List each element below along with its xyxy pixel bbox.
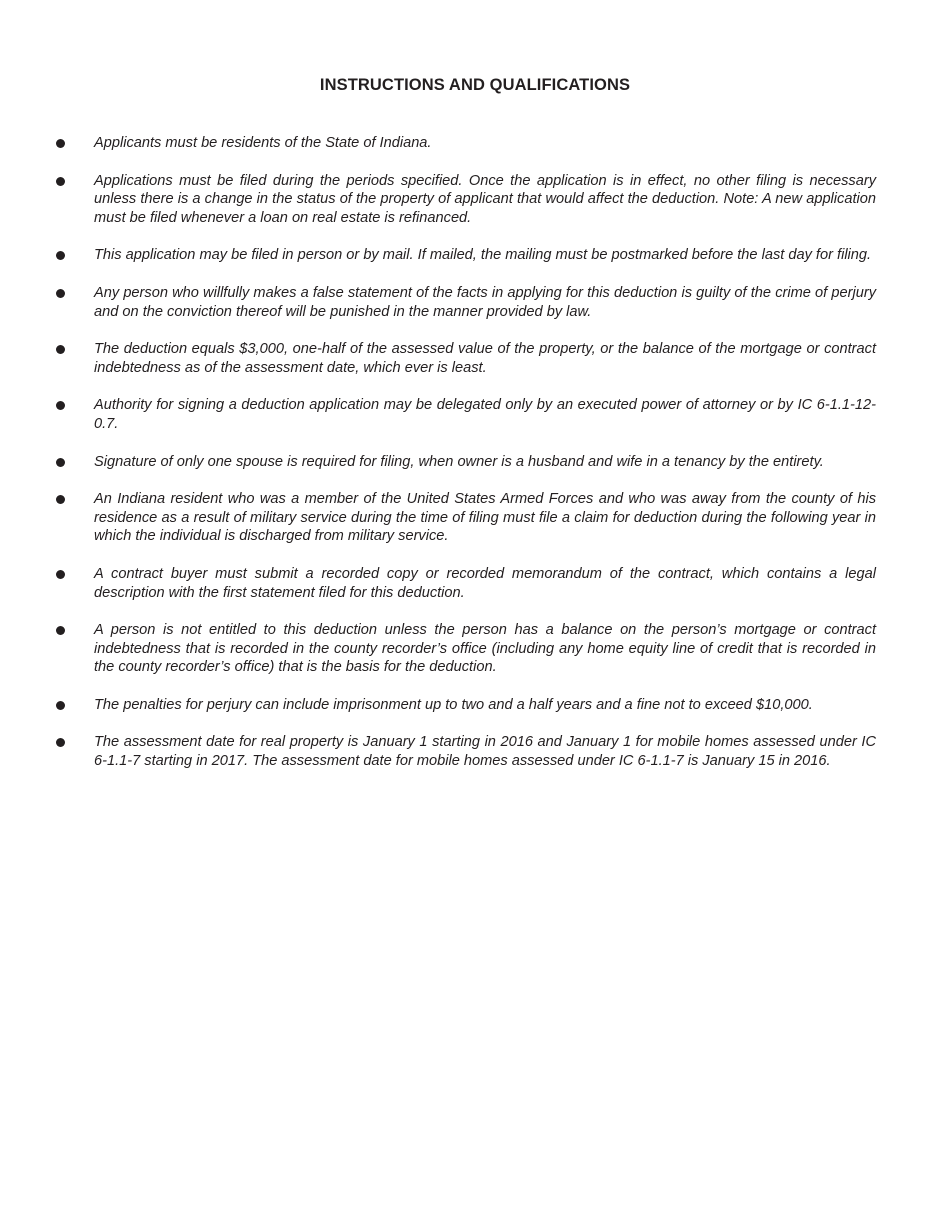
bullet-icon	[56, 458, 65, 467]
list-item	[0, 696, 950, 715]
list-item	[0, 733, 950, 770]
bullet-icon	[56, 701, 65, 710]
list-item-text: Any person who willfully makes a false statement of the facts in applying for this deduction is guilty of the crime of perjury and on the conviction thereof will be punished in the manner provided by law.	[94, 284, 876, 320]
list-item	[0, 246, 950, 265]
list-item-text: Authority for signing a deduction application may be delegated only by an executed power of attorney or by IC 6-1.1-12-0.7.	[94, 397, 876, 432]
bullet-icon	[56, 738, 65, 747]
list-item-text: Applications must be filed during the periods specified. Once the application is in effect, no other filing is necessary unless there is a change in the status of the property of applicant that would affect the deduction. Note: A new application must be filed whenever a loan on real estate is refinanced.	[94, 172, 876, 226]
bullet-icon	[56, 495, 65, 504]
list-item	[0, 340, 950, 377]
list-item	[0, 172, 950, 228]
bullet-icon	[56, 177, 65, 186]
page-title: INSTRUCTIONS AND QUALIFICATIONS	[319, 76, 631, 94]
list-item	[0, 490, 950, 546]
list-item	[0, 134, 950, 153]
bullet-icon	[56, 626, 65, 635]
list-item-text: The assessment date for real property is January 1 starting in 2016 and January 1 for mobile homes assessed under IC 6-1.1-7 starting in 2017. The assessment date for mobile homes assessed under IC 6-1.1-7 is January 15 in 2016.	[94, 734, 876, 770]
list-item	[0, 396, 950, 433]
list-item-text: Signature of only one spouse is required for filing, when owner is a husband and wife in a tenancy by the entirety.	[94, 453, 824, 470]
list-item	[0, 453, 950, 472]
bullet-icon	[56, 345, 65, 354]
bullet-icon	[56, 251, 65, 260]
list-item	[0, 565, 950, 602]
list-item	[0, 284, 950, 321]
list-item-text: The deduction equals $3,000, one-half of the assessed value of the property, or the balance of the mortgage or contract indebtedness as of the assessment date, which ever is least.	[94, 341, 876, 376]
list-item-text: An Indiana resident who was a member of the United States Armed Forces and who was away from the county of his residence as a result of military service during the time of filing must file a claim for deduction during the following year in which the individual is discharged from military service.	[94, 491, 876, 545]
list-item-text: A person is not entitled to this deduction unless the person has a balance on the person’s mortgage or contract indebtedness that is recorded in the county recorder’s office (including any home equity line of credit that is recorded in the county recorder’s office) that is the basis for the deduction.	[94, 622, 876, 676]
bullet-icon	[56, 289, 65, 298]
bullet-icon	[56, 570, 65, 579]
bullet-icon	[56, 139, 65, 148]
list-item-text: Applicants must be residents of the State of Indiana.	[94, 135, 432, 151]
list-item-text: The penalties for perjury can include imprisonment up to two and a half years and a fine not to exceed $10,000.	[94, 696, 813, 713]
list-item-text: A contract buyer must submit a recorded copy or recorded memorandum of the contract, which contains a legal description with the first statement filed for this deduction.	[94, 565, 876, 601]
list-item-text: This application may be filed in person or by mail. If mailed, the mailing must be postmarked before the last day for filing.	[94, 247, 872, 264]
bullet-icon	[56, 401, 65, 410]
instruction-list	[0, 134, 950, 790]
list-item	[0, 621, 950, 677]
